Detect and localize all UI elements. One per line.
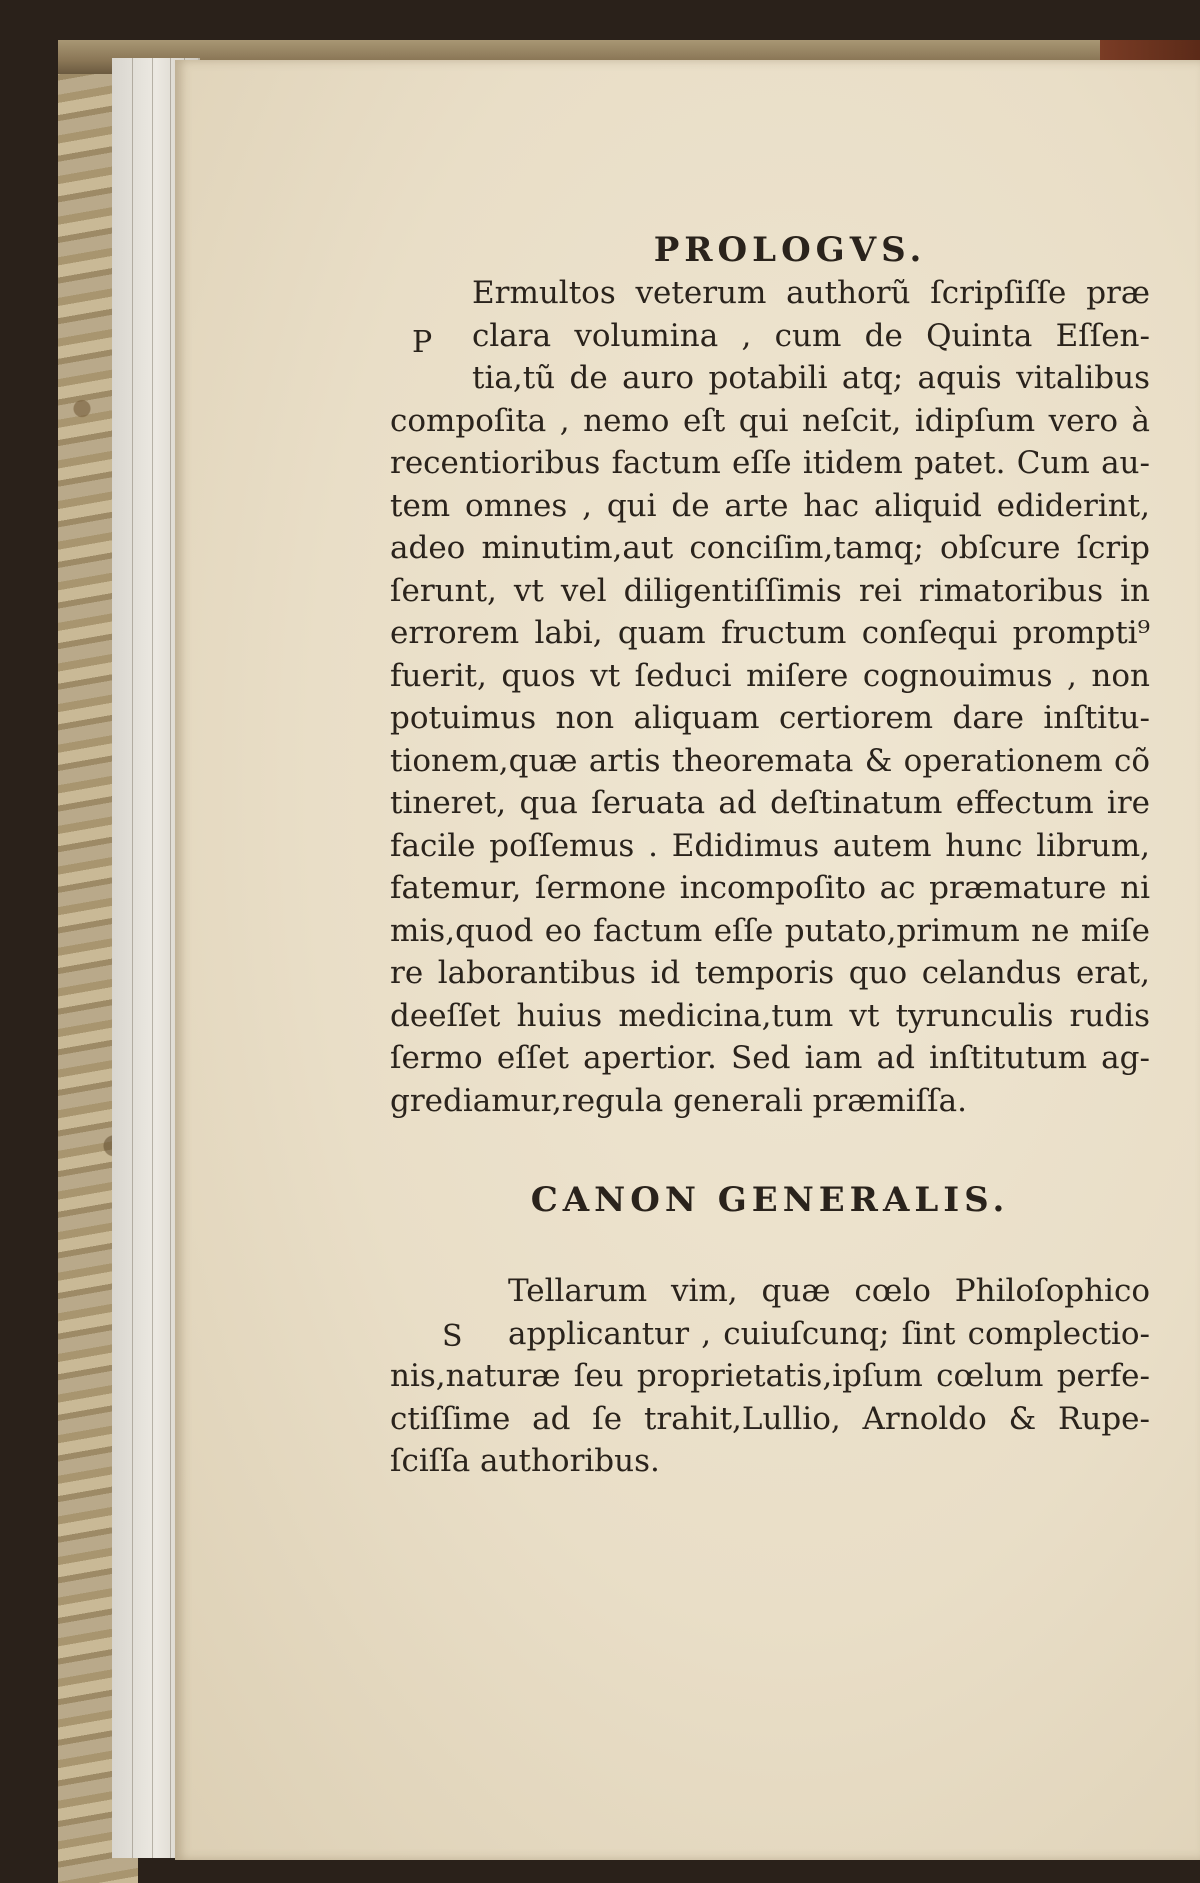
- canon-heading: CANON GENERALIS.: [530, 1180, 1010, 1220]
- page-edge-line: [170, 58, 171, 1858]
- text-line: potuimus non aliquam certiorem dare inſtitu-: [390, 700, 1150, 736]
- text-line: Ermultos veterum authorũ ſcripſiſſe præ: [472, 275, 1150, 311]
- text-line: clara volumina , cum de Quinta Eſſen-: [472, 317, 1150, 354]
- text-line: recentioribus factum eſſe itidem patet. Cum au-: [390, 445, 1150, 481]
- text-line: tem omnes , qui de arte hac aliquid ediderint,: [390, 487, 1150, 524]
- text-line: grediamur,regula generali præmiſſa.: [390, 1082, 967, 1119]
- text-line: fatemur, ſermone incompoſito ac præmature ni: [390, 870, 1150, 906]
- prologue-paragraph: [390, 272, 1150, 1122]
- text-line: ſermo eſſet apertior. Sed iam ad inſtitutum ag-: [390, 1040, 1150, 1076]
- section-spacer: [390, 1222, 1150, 1270]
- text-line: errorem labi, quam fructum conſequi prompti⁹: [390, 615, 1150, 651]
- text-line: fuerit, quos vt ſeduci miſere cognouimus , non: [390, 657, 1150, 694]
- text-line: ſciſſa authoribus.: [390, 1443, 660, 1479]
- canon-paragraph: [390, 1270, 1150, 1483]
- page-edge-line: [152, 58, 153, 1858]
- text-line: tia,tũ de auro potabili atq; aquis vitalibus: [472, 360, 1150, 396]
- text-line: mis,quod eo factum eſſe putato,primum ne miſe: [390, 912, 1150, 949]
- text-line: deeſſet huius medicina,tum vt tyrunculis rudis: [390, 997, 1150, 1034]
- text-line: ctiſſime ad ſe trahit,Lullio, Arnoldo & Rupe-: [390, 1400, 1150, 1437]
- text-line: compoſita , nemo eſt qui neſcit, idipſum vero à: [390, 402, 1150, 439]
- page-text: [390, 228, 1150, 1483]
- prologue-heading: PROLOGVS.: [653, 230, 927, 270]
- text-line: applicantur , cuiuſcunq; ſint complectio-: [508, 1315, 1150, 1352]
- text-line: re laborantibus id temporis quo celandus erat,: [390, 955, 1150, 991]
- text-line: Tellarum vim, quæ cœlo Philoſophico: [508, 1273, 1150, 1309]
- prologue-drop-letter: P: [412, 325, 433, 360]
- text-line: tineret, qua ſeruata ad deſtinatum effectum ire: [390, 785, 1150, 821]
- text-line: nis,naturæ ſeu proprietatis,ipſum cœlum perfe-: [390, 1358, 1150, 1394]
- text-line: ſerunt, vt vel diligentiſſimis rei rimatoribus in: [390, 572, 1150, 609]
- section-spacer: [390, 1122, 1150, 1178]
- text-line: adeo minutim,aut conciſim,tamq; obſcure ſcrip: [390, 530, 1150, 566]
- text-line: facile poſſemus . Edidimus autem hunc librum,: [390, 827, 1150, 864]
- page-edge-line: [132, 58, 133, 1858]
- canon-drop-letter: S: [442, 1319, 463, 1354]
- text-line: tionem,quæ artis theoremata & operationem cõ: [390, 742, 1150, 779]
